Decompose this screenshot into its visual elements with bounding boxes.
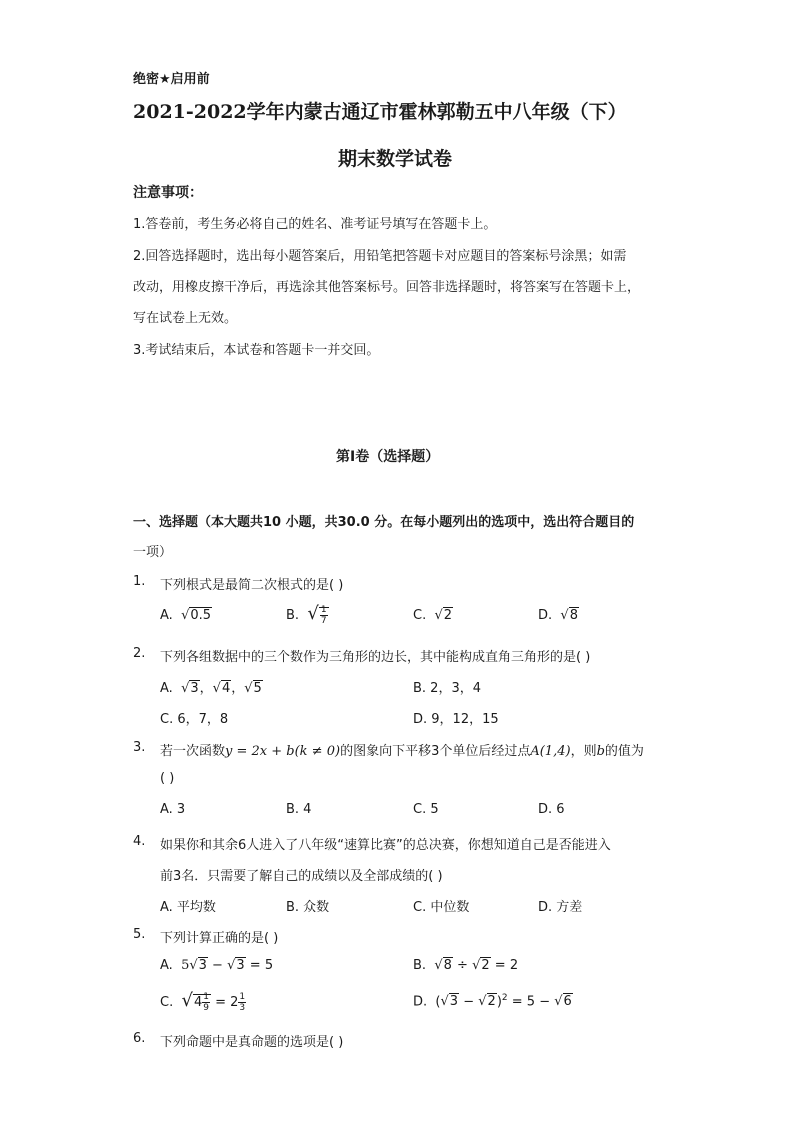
- question-4-option-b: B. 众数: [286, 900, 330, 915]
- sqrt-expression: √8: [560, 608, 578, 623]
- question-4-option-a: A. 平均数: [160, 900, 216, 915]
- question-2-text: 下列各组数据中的三个数作为三角形的边长，其中能构成直角三角形的是( ): [160, 650, 591, 665]
- question-1-option-a: A. √0.5: [160, 608, 212, 623]
- notice-item-1: 1.答卷前，考生务必将自己的姓名、准考证号填写在答题卡上。: [133, 217, 497, 232]
- question-number: 2.: [133, 646, 146, 661]
- question-3-option-d: D. 6: [538, 802, 565, 817]
- question-2-option-a: A. √3，√4，√5: [160, 681, 262, 696]
- question-2-option-d: D. 9，12，15: [413, 712, 499, 727]
- question-3-text: 若一次函数y = 2x + b(k ≠ 0)的图象向下平移3个单位后经过点A(1,4)，则b的值为: [160, 744, 644, 759]
- question-4-text-line-2: 前3名．只需要了解自己的成绩以及全部成绩的( ): [160, 869, 443, 884]
- notice-item-3: 3.考试结束后，本试卷和答题卡一并交回。: [133, 343, 380, 358]
- question-5-option-d: D. $(√3 - √2)^2 = 5 - √6$: [413, 993, 572, 1010]
- notice-item-2-line-3: 写在试卷上无效。: [133, 311, 238, 326]
- part-heading: 第I卷（选择题）: [336, 449, 440, 465]
- function-expression: y = 2x + b(k ≠ 0): [225, 744, 341, 759]
- question-number: 4.: [133, 834, 146, 849]
- question-1-option-d: D. √8: [538, 608, 578, 623]
- question-5-option-a: A. 5√3 − √3 = 5: [160, 958, 274, 973]
- confidential-mark: 绝密★启用前: [133, 72, 210, 87]
- question-5-text: 下列计算正确的是( ): [160, 931, 279, 946]
- sqrt-expression: √2: [478, 994, 496, 1010]
- point-expression: A(1,4): [530, 744, 571, 759]
- title-line-1: 2021-2022学年内蒙古通辽市霍林郭勒五中八年级（下）: [133, 101, 627, 123]
- question-3-option-c: C. 5: [413, 802, 439, 817]
- sqrt-expression: √5: [244, 681, 262, 696]
- variable-b: b: [596, 744, 605, 759]
- sqrt-expression: √3: [189, 958, 207, 973]
- sqrt-mixed-number: √4 $\frac{1}{9}$: [181, 990, 209, 1013]
- sqrt-expression: √3: [440, 994, 459, 1010]
- question-4-option-d: D. 方差: [538, 900, 583, 915]
- question-number: 1.: [133, 574, 146, 589]
- question-number: 5.: [133, 927, 146, 942]
- question-1-option-c: C. √2: [413, 608, 453, 623]
- sqrt-expression: √0.5: [181, 608, 212, 623]
- section-heading-line-2: 一项）: [133, 545, 173, 560]
- sqrt-expression: √3: [181, 681, 199, 696]
- notice-heading: 注意事项：: [133, 185, 203, 201]
- question-number: 6.: [133, 1031, 146, 1046]
- question-2-option-c: C. 6，7，8: [160, 712, 229, 727]
- sqrt-expression: √4: [212, 681, 231, 696]
- sqrt-fraction: √ $\frac{1}{7}$: [307, 603, 327, 626]
- question-1-option-b: B. √ $\frac{1}{7}$: [286, 603, 327, 626]
- notice-item-2-line-2: 改动，用橡皮擦干净后，再选涂其他答案标号。回答非选择题时，将答案写在答题卡上，: [133, 280, 641, 295]
- question-4-option-c: C. 中位数: [413, 900, 470, 915]
- question-4-text-line-1: 如果你和其余6人进入了八年级“速算比赛”的总决赛，你想知道自己是否能进入: [160, 838, 611, 853]
- question-3-text-line-2: ( ): [160, 771, 175, 786]
- sqrt-expression: √8: [434, 958, 452, 973]
- question-3-option-a: A. 3: [160, 802, 186, 817]
- title-line-2: 期末数学试卷: [338, 148, 453, 170]
- question-number: 3.: [133, 740, 146, 755]
- section-heading-line-1: 一、选择题（本大题共10 小题，共30.0 分。在每小题列出的选项中，选出符合题目的: [133, 515, 635, 530]
- question-1-text: 下列根式是最简二次根式的是( ): [160, 578, 344, 593]
- notice-item-2-line-1: 2.回答选择题时，选出每小题答案后，用铅笔把答题卡对应题目的答案标号涂黑；如需: [133, 249, 627, 264]
- sqrt-expression: √2: [472, 958, 490, 973]
- sqrt-expression: √3: [227, 958, 245, 973]
- sqrt-expression: √6: [554, 994, 572, 1010]
- question-5-option-b: B. √8 ÷ √2 = 2: [413, 958, 519, 973]
- question-6-text: 下列命题中是真命题的选项是( ): [160, 1035, 344, 1050]
- question-2-option-b: B. 2，3，4: [413, 681, 481, 696]
- sqrt-expression: √2: [434, 608, 453, 623]
- question-3-option-b: B. 4: [286, 802, 312, 817]
- question-5-option-c: C. √4 $\frac{1}{9}$ = 2 $\frac{1}{3}$: [160, 990, 246, 1013]
